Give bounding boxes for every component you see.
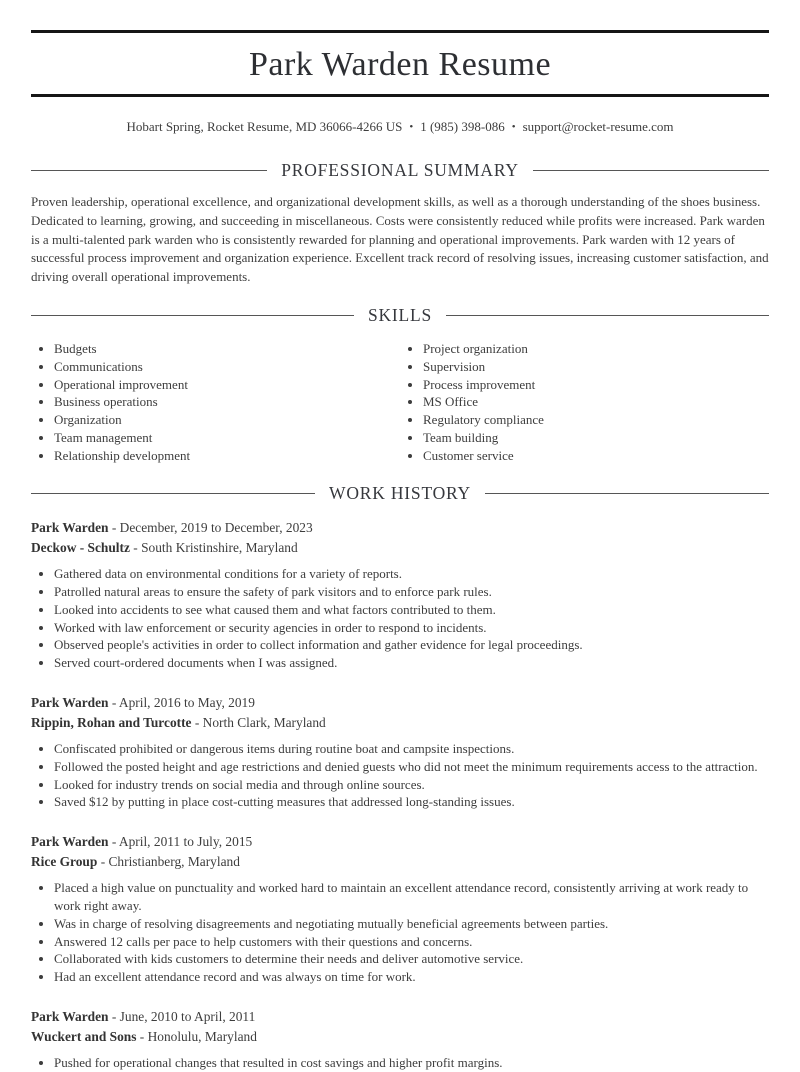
dash-separator: - [108,695,119,711]
dash-separator: - [108,520,120,536]
skills-heading-text: SKILLS [367,305,433,326]
skill-item: • Project organization [423,340,769,358]
skill-item: • Budgets [54,340,400,358]
heading-line-left [31,170,267,171]
job-bullet: • Saved $12 by putting in place cost-cutting measures that addressed long-standing issues. [54,793,769,811]
skill-item: • Operational improvement [54,376,400,394]
job-title: Park Warden [31,834,109,850]
contact-email: support@rocket-resume.com [522,119,674,135]
job-bullet-list [31,740,769,811]
job-entry [31,1007,769,1072]
summary-heading-text: PROFESSIONAL SUMMARY [281,160,519,181]
job-location: North Clark, Maryland [202,714,326,730]
job-dates: April, 2016 to May, 2019 [118,695,255,711]
job-title-line [31,518,769,538]
skill-item: • Regulatory compliance [423,411,769,429]
skill-item: • Team management [54,429,400,447]
dash-separator: - [108,1009,120,1025]
job-bullet: • Pushed for operational changes that resulted in cost savings and higher profit margins. [54,1054,769,1072]
skill-item: • Customer service [423,447,769,465]
job-bullet-list [31,879,769,986]
dash-separator: - [97,853,109,869]
skill-item: • Supervision [423,358,769,376]
skill-item: • Process improvement [423,376,769,394]
job-dates: June, 2010 to April, 2011 [119,1009,256,1025]
contact-line [31,119,769,135]
resume-page [0,30,800,1071]
job-bullet-list [31,565,769,672]
job-bullet: • Had an excellent attendance record and was always on time for work. [54,968,769,986]
skills-column-left [31,340,400,464]
job-bullet: • Patrolled natural areas to ensure the safety of park visitors and to enforce park rules. [54,583,769,601]
job-company: Rippin, Rohan and Turcotte [31,714,192,730]
contact-separator: • [511,121,516,134]
job-company-line [31,1027,769,1047]
skill-item: • Relationship development [54,447,400,465]
skill-item: • MS Office [423,393,769,411]
job-entry [31,518,769,672]
page-title: Park Warden Resume [248,46,552,83]
job-company: Wuckert and Sons [31,1028,137,1044]
job-title-line [31,832,769,852]
job-bullet: • Looked for industry trends on social media and through online sources. [54,776,769,794]
job-company-line [31,852,769,872]
contact-phone: 1 (985) 398-086 [420,119,505,135]
job-bullet: • Was in charge of resolving disagreements and negotiating mutually beneficial agreements between parties. [54,915,769,933]
job-bullet: • Answered 12 calls per pace to help customers with their questions and concerns. [54,933,769,951]
job-bullet: • Confiscated prohibited or dangerous items during routine boat and campsite inspections. [54,740,769,758]
contact-separator: • [409,121,414,134]
dash-separator: - [136,1028,148,1044]
section-heading-work-history [31,483,769,504]
skill-item: • Team building [423,429,769,447]
dash-separator: - [191,714,203,730]
heading-line-right [533,170,769,171]
contact-address: Hobart Spring, Rocket Resume, MD 36066-4266 US [126,119,403,135]
heading-line-left [31,493,315,494]
heading-line-left [31,315,354,316]
job-bullet: • Worked with law enforcement or security agencies in order to respond to incidents. [54,619,769,637]
work-history-heading-text: WORK HISTORY [329,483,471,504]
skill-item: • Organization [54,411,400,429]
job-entry [31,832,769,986]
job-bullet: • Collaborated with kids customers to determine their needs and deliver automotive service. [54,950,769,968]
job-company: Deckow - Schultz [31,539,130,555]
job-title: Park Warden [31,1009,109,1025]
section-heading-skills [31,305,769,326]
job-bullet: • Followed the posted height and age restrictions and denied guests who did not meet the minimum requirements access to the attraction. [54,758,769,776]
summary-paragraph: Proven leadership, operational excellence, and organizational development skills, as well as a thorough understanding of the shoes business. Dedicated to learning, growing, and succeeding in miscellaneous. Costs were consistently reduced while profits were increased. Park warden is a multi-talented park warden who is consistently rewarded for planning and operational improvements. Park warden with 12 years of successful process improvement and organization experience. Excellent track record of resolving issues, increasing customer satisfaction, and driving overall operational improvements. [31,194,769,284]
job-bullet: • Observed people's activities in order to collect information and gather evidence for legal proceedings. [54,636,769,654]
job-bullet: • Looked into accidents to see what caused them and what factors contributed to them. [54,601,769,619]
job-location: South Kristinshire, Maryland [141,539,298,555]
job-company-line [31,713,769,733]
skill-item: • Communications [54,358,400,376]
header-top-double-rule [31,30,769,33]
heading-line-right [446,315,769,316]
skill-item: • Business operations [54,393,400,411]
job-dates: December, 2019 to December, 2023 [119,520,313,536]
heading-line-right [485,493,769,494]
section-heading-summary [31,160,769,181]
job-bullet: • Gathered data on environmental conditions for a variety of reports. [54,565,769,583]
job-location: Christianberg, Maryland [108,853,240,869]
job-title: Park Warden [31,695,109,711]
dash-separator: - [129,539,142,555]
job-dates: April, 2011 to July, 2015 [118,834,253,850]
job-bullet: • Served court-ordered documents when I was assigned. [54,654,769,672]
skills-column-right [400,340,769,464]
job-title-line [31,693,769,713]
skills-columns [31,340,769,464]
job-entry [31,693,769,811]
job-title: Park Warden [31,520,109,536]
job-bullet-list [31,1054,769,1072]
job-bullet: • Placed a high value on punctuality and worked hard to maintain an excellent attendance record, consistently arriving at work ready to work right away. [54,879,769,915]
job-location: Honolulu, Maryland [147,1028,257,1044]
job-company-line [31,538,769,558]
job-title-line [31,1007,769,1027]
job-company: Rice Group [31,853,98,869]
dash-separator: - [108,834,119,850]
header-bottom-double-rule [31,94,769,97]
